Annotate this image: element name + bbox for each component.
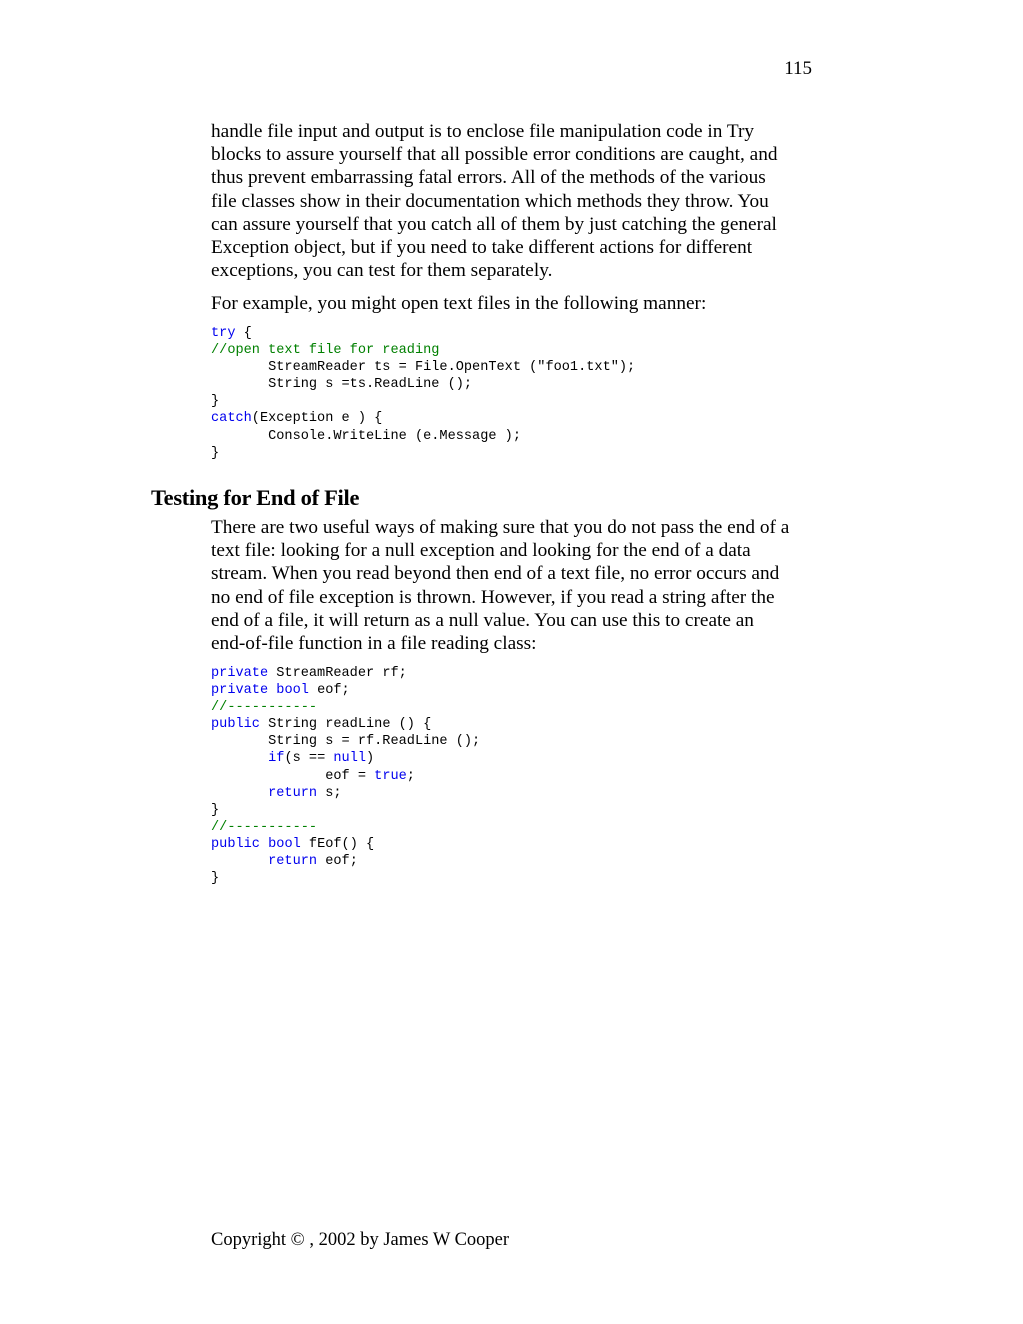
code-line <box>211 836 480 853</box>
code-line: } <box>211 871 220 887</box>
code-keyword: true <box>374 768 407 784</box>
code-text: eof; <box>317 854 358 870</box>
code-line: } <box>211 394 220 410</box>
code-keyword: return <box>268 854 318 870</box>
text-line: handle file input and output is to enclose file manipulation code in Try <box>211 121 755 142</box>
code-line: Console.WriteLine (e.Message ); <box>211 428 521 444</box>
example-intro-paragraph: For example, you might open text files in the following manner: <box>211 293 707 314</box>
text-line: thus prevent embarrassing fatal errors. All of the methods of the various <box>211 167 766 189</box>
code-text: ) <box>366 751 375 767</box>
code-line: } <box>211 802 220 818</box>
code-line <box>211 665 480 682</box>
code-keyword: private <box>211 666 269 681</box>
code-line: String s =ts.ReadLine (); <box>211 377 473 393</box>
code-comment: //----------- <box>211 819 318 835</box>
code-text: (s == <box>284 751 334 767</box>
code-line: StreamReader ts = File.OpenText ("foo1.txt"); <box>211 360 636 376</box>
code-keyword: try <box>211 326 236 341</box>
code-text: s; <box>317 785 342 801</box>
code-text: eof = <box>211 768 375 784</box>
code-keyword: null <box>333 751 367 767</box>
text-line: exceptions, you can test for them separately. <box>211 260 553 282</box>
text-line: text file: looking for a null exception and looking for the end of a data <box>211 540 751 562</box>
text-line: end of a file, it will return as a null value. You can use this to create an <box>211 609 754 631</box>
text-line: There are two useful ways of making sure that you do not pass the end of a <box>211 517 790 538</box>
code-block-try-catch <box>211 325 635 462</box>
code-text: fEof() { <box>300 836 375 852</box>
text-line: Exception object, but if you need to take different actions for different <box>211 237 753 259</box>
text-line: no end of file exception is thrown. However, if you read a string after the <box>211 586 775 608</box>
code-text: String readLine () { <box>259 717 432 733</box>
code-indent <box>211 854 268 869</box>
code-comment: //----------- <box>211 700 318 716</box>
code-keyword: return <box>268 785 318 801</box>
eof-paragraph <box>211 516 823 655</box>
intro-paragraph <box>211 120 823 282</box>
code-text: StreamReader rf; <box>268 666 407 681</box>
code-line: String s = rf.ReadLine (); <box>211 734 481 750</box>
text-line: end-of-file function in a file reading class: <box>211 633 537 655</box>
code-line <box>211 853 480 870</box>
code-line <box>211 785 480 802</box>
code-keyword: if <box>268 751 285 767</box>
code-line: } <box>211 445 220 461</box>
copyright-footer: Copyright © , 2002 by James W Cooper <box>211 1230 510 1250</box>
code-line <box>211 750 480 767</box>
code-comment: //open text file for reading <box>211 343 440 359</box>
section-heading: Testing for End of File <box>151 485 360 510</box>
code-indent <box>211 786 268 801</box>
code-keyword: catch <box>211 411 252 427</box>
code-block-eof <box>211 665 480 887</box>
code-keyword: public <box>211 717 260 733</box>
code-line <box>211 682 480 699</box>
code-line <box>211 325 635 342</box>
code-keyword: bool <box>268 836 301 852</box>
text-line: can assure yourself that you catch all of them by just catching the general <box>211 213 777 235</box>
code-line <box>211 410 635 427</box>
code-text: (Exception e ) { <box>251 411 383 427</box>
code-keyword: public <box>211 836 260 852</box>
code-indent <box>211 751 268 766</box>
page-number: 115 <box>784 58 812 79</box>
code-line <box>211 768 480 785</box>
code-keyword: private <box>211 683 269 699</box>
text-line: stream. When you read beyond then end of a text file, no error occurs and <box>211 563 780 585</box>
code-text: eof; <box>308 683 350 699</box>
code-text: { <box>235 326 252 341</box>
code-text: ; <box>406 768 415 784</box>
text-line: blocks to assure yourself that all possible error conditions are caught, and <box>211 144 778 166</box>
text-line: file classes show in their documentation which methods they throw. You <box>211 190 769 212</box>
code-line <box>211 716 480 733</box>
code-keyword: bool <box>276 683 309 699</box>
